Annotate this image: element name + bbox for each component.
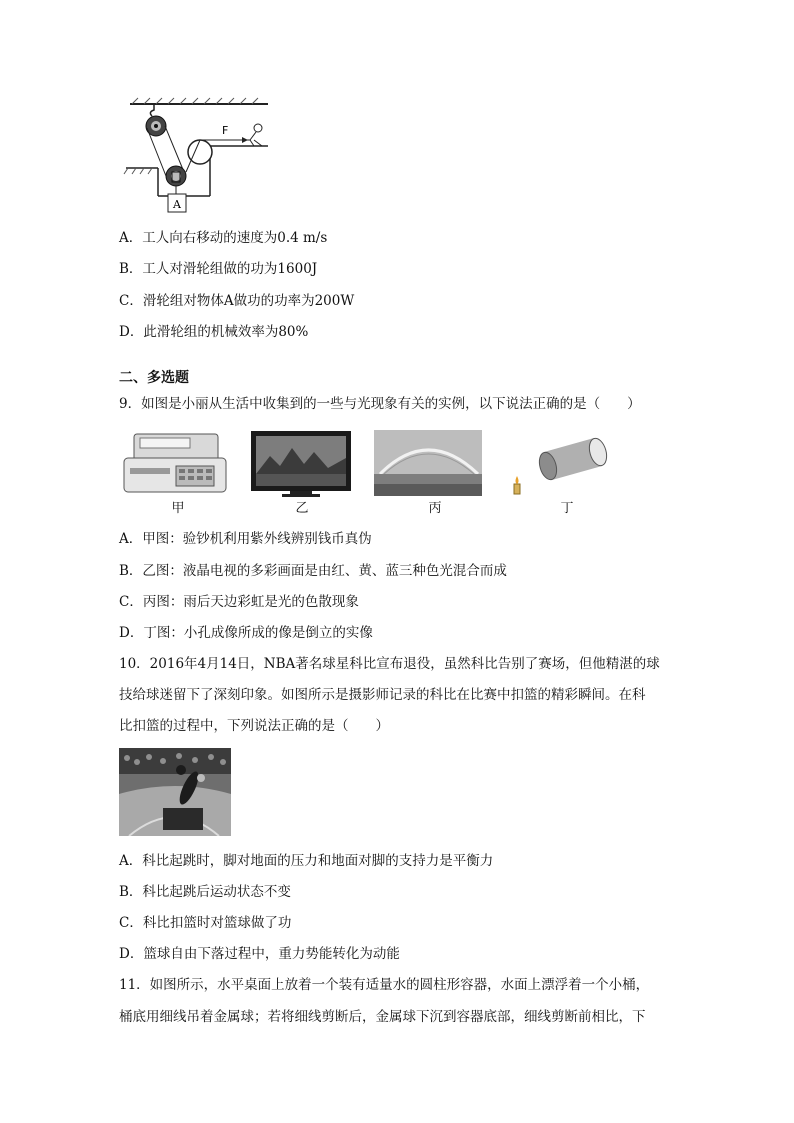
q9-option-c: C．丙图：雨后天边彩虹是光的色散现象 (119, 594, 359, 610)
q8-option-b: B．工人对滑轮组做的功为1600J (119, 261, 318, 277)
q10-option-d: D．篮球自由下落过程中，重力势能转化为动能 (119, 946, 400, 962)
pulley-system-figure (118, 96, 278, 218)
dunk-photo (119, 748, 231, 836)
caption-yi: 乙 (295, 501, 309, 516)
section-heading: 二、多选题 (119, 370, 189, 386)
caption-ding: 丁 (560, 501, 574, 516)
q10-option-a: A．科比起跳时，脚对地面的压力和地面对脚的支持力是平衡力 (119, 853, 494, 869)
rainbow-image (374, 430, 482, 496)
caption-bing: 丙 (428, 501, 442, 516)
q9-stem: 9．如图是小丽从生活中收集到的一些与光现象有关的实例，以下说法正确的是（ ） (119, 396, 641, 412)
q10-stem-line-2: 技给球迷留下了深刻印象。如图所示是摄影师记录的科比在比赛中扣篮的精彩瞬间。在科 (119, 687, 646, 703)
q10-option-c: C．科比扣篮时对篮球做了功 (119, 915, 292, 931)
q9-option-a: A．甲图：验钞机利用紫外线辨别钱币真伪 (119, 531, 372, 547)
q8-option-a: A．工人向右移动的速度为0.4 m/s (119, 230, 328, 246)
q10-stem-line-1: 10．2016年4月14日，NBA著名球星科比宣布退役，虽然科比告别了赛场，但他精湛的球 (119, 656, 660, 672)
weight-label: A (173, 198, 181, 211)
banknote-detector-image (120, 428, 230, 498)
q11-stem-line-2: 桶底用细线吊着金属球；若将细线剪断后，金属球下沉到容器底部，细线剪断前相比，下 (119, 1009, 646, 1025)
q9-option-d: D．丁图：小孔成像所成的像是倒立的实像 (119, 625, 373, 641)
q10-option-b: B．科比起跳后运动状态不变 (119, 884, 291, 900)
lcd-tv-image (250, 430, 352, 498)
q10-stem-line-3: 比扣篮的过程中，下列说法正确的是（ ） (119, 718, 389, 734)
q8-option-d: D．此滑轮组的机械效率为80% (119, 324, 309, 340)
caption-jia: 甲 (171, 501, 185, 516)
q9-option-b: B．乙图：液晶电视的多彩画面是由红、黄、蓝三种色光混合而成 (119, 563, 507, 579)
q11-stem-line-1: 11．如图所示，水平桌面上放着一个装有适量水的圆柱形容器，水面上漂浮着一个小桶， (119, 977, 650, 993)
pinhole-camera-image (508, 432, 608, 496)
force-label: F (222, 124, 229, 137)
q8-option-c: C．滑轮组对物体A做功的功率为200W (119, 293, 355, 309)
